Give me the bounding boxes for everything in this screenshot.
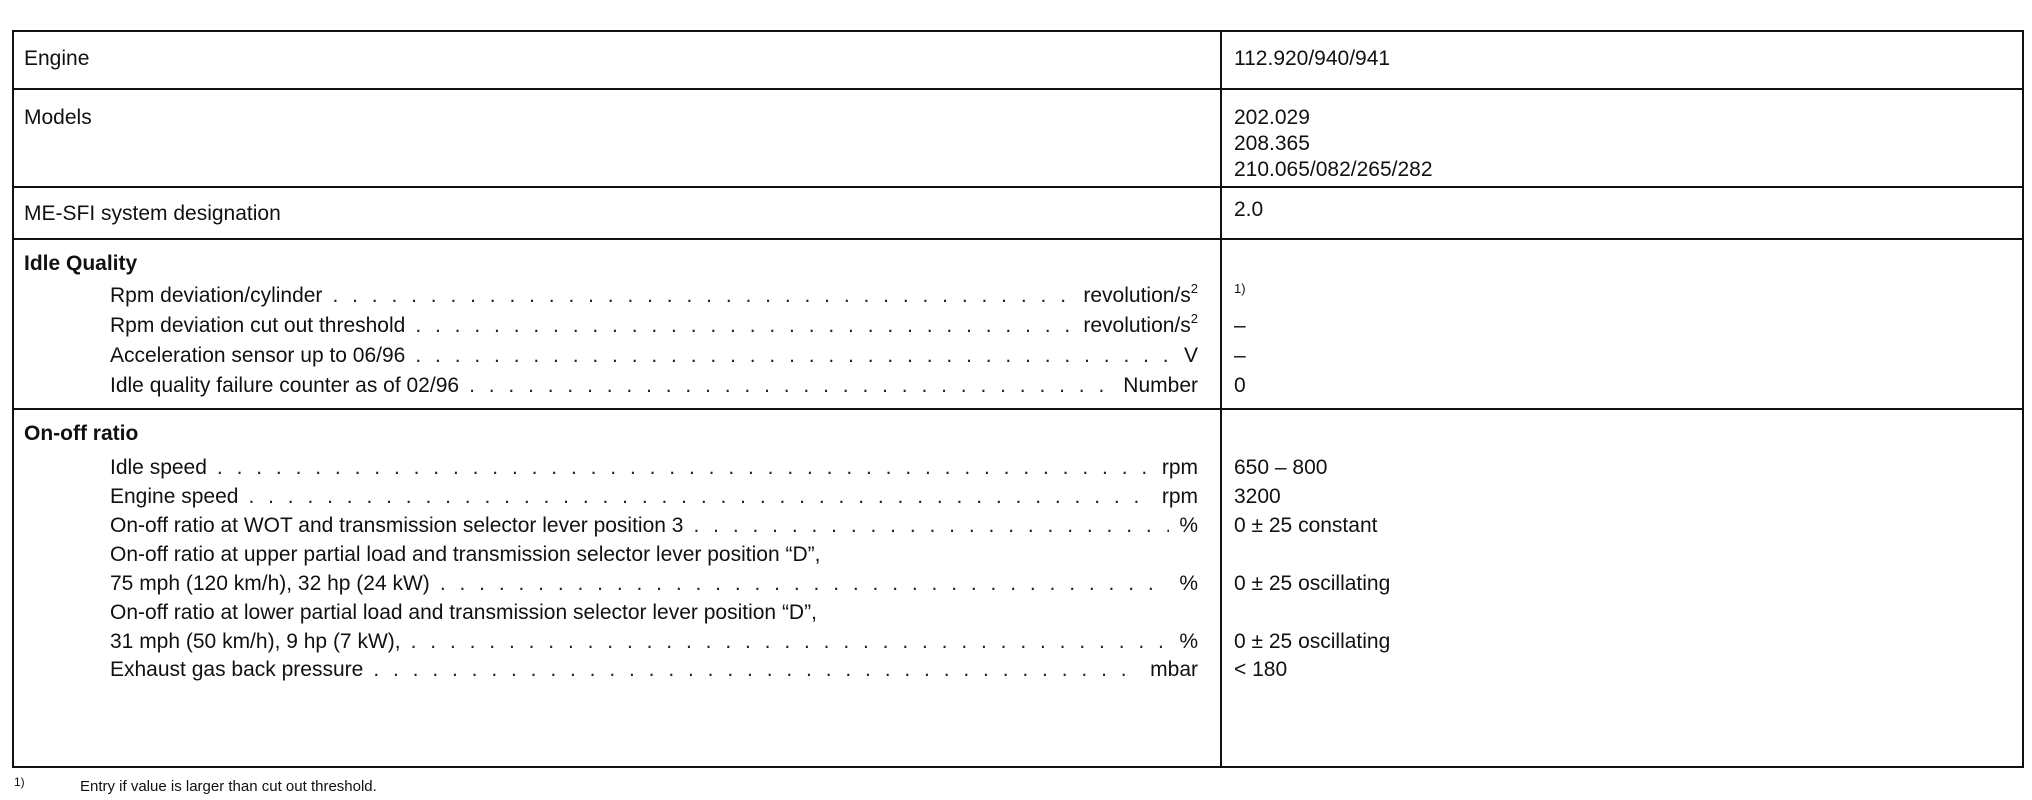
param-unit: Number — [1123, 374, 1198, 397]
param-label: Exhaust gas back pressure — [110, 658, 364, 681]
param-unit: mbar — [1150, 658, 1198, 681]
param-label: 31 mph (50 km/h), 9 hp (7 kW), — [110, 630, 401, 653]
on-off-ratio-section — [14, 410, 2022, 766]
param-acceleration-sensor — [110, 342, 1198, 370]
value-exhaust-back-pressure: < 180 — [1234, 658, 1288, 681]
param-failure-counter — [110, 372, 1198, 400]
param-lower-partial-line1: On-off ratio at lower partial load and transmission selector lever position “D”, — [110, 601, 817, 624]
leader-dots — [469, 372, 1113, 400]
param-unit: revolution/$s^2$ — [1083, 281, 1198, 307]
footnote-ref: 1) — [1234, 281, 1246, 296]
param-label: Rpm deviation cut out threshold — [110, 314, 406, 337]
leader-dots — [332, 282, 1073, 310]
leader-dots — [693, 512, 1169, 540]
value-rpm-deviation-cylinder — [1234, 282, 1246, 310]
param-label: Rpm deviation/cylinder — [110, 284, 323, 307]
value-wot-ratio: 0 ± 25 constant — [1234, 514, 1378, 537]
param-engine-speed — [110, 483, 1198, 511]
value-idle-speed: 650 – 800 — [1234, 456, 1328, 479]
value-engine-speed: 3200 — [1234, 485, 1281, 508]
param-unit: rpm — [1161, 456, 1198, 479]
param-label: Engine speed — [110, 485, 239, 508]
param-wot-ratio — [110, 512, 1198, 540]
system-designation-row — [14, 188, 2022, 240]
value-rpm-deviation-threshold: – — [1234, 314, 1246, 337]
system-designation-value: 2.0 — [1234, 198, 1264, 221]
param-upper-partial-line1: On-off ratio at upper partial load and transmission selector lever position “D”, — [110, 543, 821, 566]
leader-dots — [415, 342, 1174, 370]
param-idle-speed — [110, 454, 1198, 482]
footnote — [14, 772, 377, 797]
models-label: Models — [24, 106, 92, 129]
engine-value: 112.920/940/941 — [1234, 47, 1391, 70]
param-exhaust-back-pressure — [110, 656, 1198, 684]
specification-table — [12, 30, 2024, 768]
param-label: 75 mph (120 km/h), 32 hp (24 kW) — [110, 572, 430, 595]
models-row — [14, 90, 2022, 188]
param-label: Idle speed — [110, 456, 207, 479]
leader-dots — [440, 570, 1170, 598]
value-failure-counter: 0 — [1234, 374, 1246, 397]
param-unit: % — [1179, 514, 1198, 537]
param-unit: revolution/$s^2$ — [1083, 311, 1198, 337]
leader-dots — [217, 454, 1152, 482]
param-upper-partial — [110, 570, 1198, 598]
model-value: 208.365 — [1234, 132, 1310, 155]
value-lower-partial: 0 ± 25 oscillating — [1234, 630, 1391, 653]
idle-quality-heading: Idle Quality — [24, 252, 138, 275]
param-unit: % — [1179, 572, 1198, 595]
on-off-ratio-heading: On-off ratio — [24, 422, 139, 445]
value-upper-partial: 0 ± 25 oscillating — [1234, 572, 1391, 595]
leader-dots — [248, 483, 1151, 511]
leader-dots — [373, 656, 1140, 684]
idle-quality-section — [14, 240, 2022, 410]
param-unit: rpm — [1161, 485, 1198, 508]
param-unit: V — [1183, 344, 1198, 367]
model-value: 202.029 — [1234, 106, 1310, 129]
param-label: On-off ratio at WOT and transmission selector lever position 3 — [110, 514, 684, 537]
leader-dots — [415, 312, 1073, 340]
param-label: Acceleration sensor up to 06/96 — [110, 344, 406, 367]
param-rpm-deviation-threshold — [110, 312, 1198, 340]
value-acceleration-sensor: – — [1234, 344, 1246, 367]
engine-row — [14, 32, 2022, 90]
param-unit: % — [1179, 630, 1198, 653]
system-designation-label: ME-SFI system designation — [24, 202, 281, 225]
param-rpm-deviation-cylinder — [110, 282, 1198, 310]
leader-dots — [411, 628, 1170, 656]
param-label: Idle quality failure counter as of 02/96 — [110, 374, 460, 397]
model-value: 210.065/082/265/282 — [1234, 158, 1433, 181]
param-lower-partial — [110, 628, 1198, 656]
engine-label: Engine — [24, 47, 90, 70]
footnote-mark: 1) — [14, 775, 25, 789]
footnote-text: Entry if value is larger than cut out threshold. — [80, 778, 377, 795]
